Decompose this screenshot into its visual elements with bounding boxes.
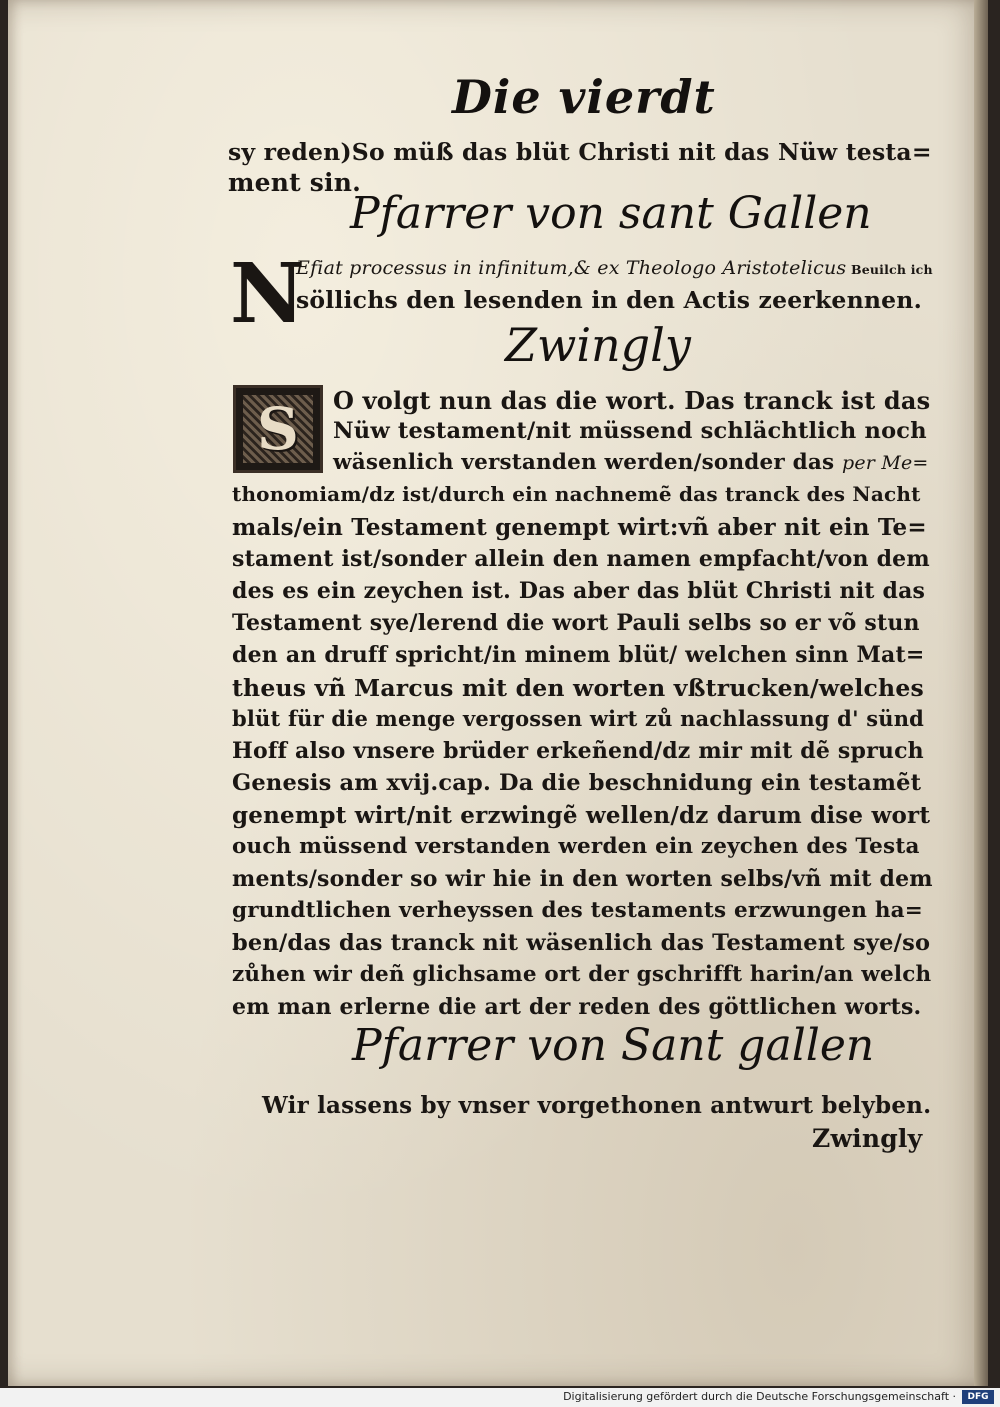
text-line: thonomiam/dz ist/durch ein nachnemẽ das tranck des Nacht (232, 482, 921, 506)
initial-letter-s: S (257, 395, 299, 463)
text-line: Hoff also vnsere brüder erkeñend/dz mir mit dẽ spruch (232, 738, 924, 764)
text-line: ment sin. (228, 168, 362, 197)
german-phrase: Beuilch ich (850, 262, 933, 277)
text-line: Genesis am xvij.cap. Da die beschnidung ein testamẽt (232, 770, 922, 796)
catchword: Zwingly (812, 1124, 923, 1153)
text-line: zůhen wir deñ glichsame ort der gschrifft harin/an welch (232, 962, 932, 987)
speaker-heading-zwingly: Zwingly (505, 318, 691, 372)
dfg-logo: DFG (962, 1390, 994, 1404)
text-line: sy reden)So müß das blüt Christi nit das Nüw testa= (228, 138, 932, 166)
text-line: stament ist/sonder allein den namen empfacht/von dem (232, 546, 930, 572)
text-line: ben/das das tranck nit wäsenlich das Testament sye/so (232, 930, 931, 956)
funding-credit: Digitalisierung gefördert durch die Deutsche Forschungsgemeinschaft · (563, 1390, 956, 1403)
initial-ornament (243, 395, 313, 463)
text-line (333, 450, 929, 475)
latin-phrase: Efiat processus in infinitum,& ex Theologo Aristotelicus (296, 257, 847, 279)
text-line: mals/ein Testament genempt wirt:vñ aber nit ein Te= (232, 514, 927, 541)
latin-phrase: per Me= (842, 452, 929, 474)
text-line: den an druff spricht/in minem blüt/ welchen sinn Mat= (232, 642, 925, 668)
text-line: em man erlerne die art der reden des göttlichen worts. (232, 994, 922, 1020)
text-line: theus vñ Marcus mit den worten vßtrucken/welches (232, 674, 924, 702)
text-line: söllichs den lesenden in den Actis zeerkennen. (296, 286, 922, 314)
speaker-heading-pfarrer: Pfarrer von Sant gallen (352, 1020, 875, 1071)
text-segment: wäsenlich verstanden werden/sonder das (333, 450, 835, 475)
page-edge (974, 0, 988, 1386)
decorated-initial (233, 385, 323, 473)
text-line: des es ein zeychen ist. Das aber das blüt Christi nit das (232, 578, 926, 604)
text-line: genempt wirt/nit erzwingẽ wellen/dz darum dise wort (232, 802, 931, 829)
speaker-heading-pfarrer: Pfarrer von sant Gallen (350, 188, 872, 239)
footer-bar (0, 1388, 1000, 1407)
text-line: grundtlichen verheyssen des testaments erzwungen ha= (232, 898, 923, 923)
text-line: Nüw testament/nit müssend schlächtlich noch (333, 418, 927, 444)
text-line: ments/sonder so wir hie in den worten selbs/vñ mit dem (232, 866, 933, 892)
text-line: Testament sye/lerend die wort Pauli selbs so er võ stun (232, 610, 920, 636)
text-line (296, 257, 933, 279)
text-line: O volgt nun das die wort. Das tranck ist das (333, 386, 931, 415)
running-head: Die vierdt (452, 70, 716, 124)
text-line: blüt für die menge vergossen wirt zů nachlassung d' sünd (232, 706, 925, 731)
text-line: Wir lassens by vnser vorgethonen antwurt belyben. (262, 1092, 932, 1119)
text-line: ouch müssend verstanden werden ein zeychen des Testa (232, 834, 920, 859)
initial-letter-n: N (230, 246, 305, 342)
